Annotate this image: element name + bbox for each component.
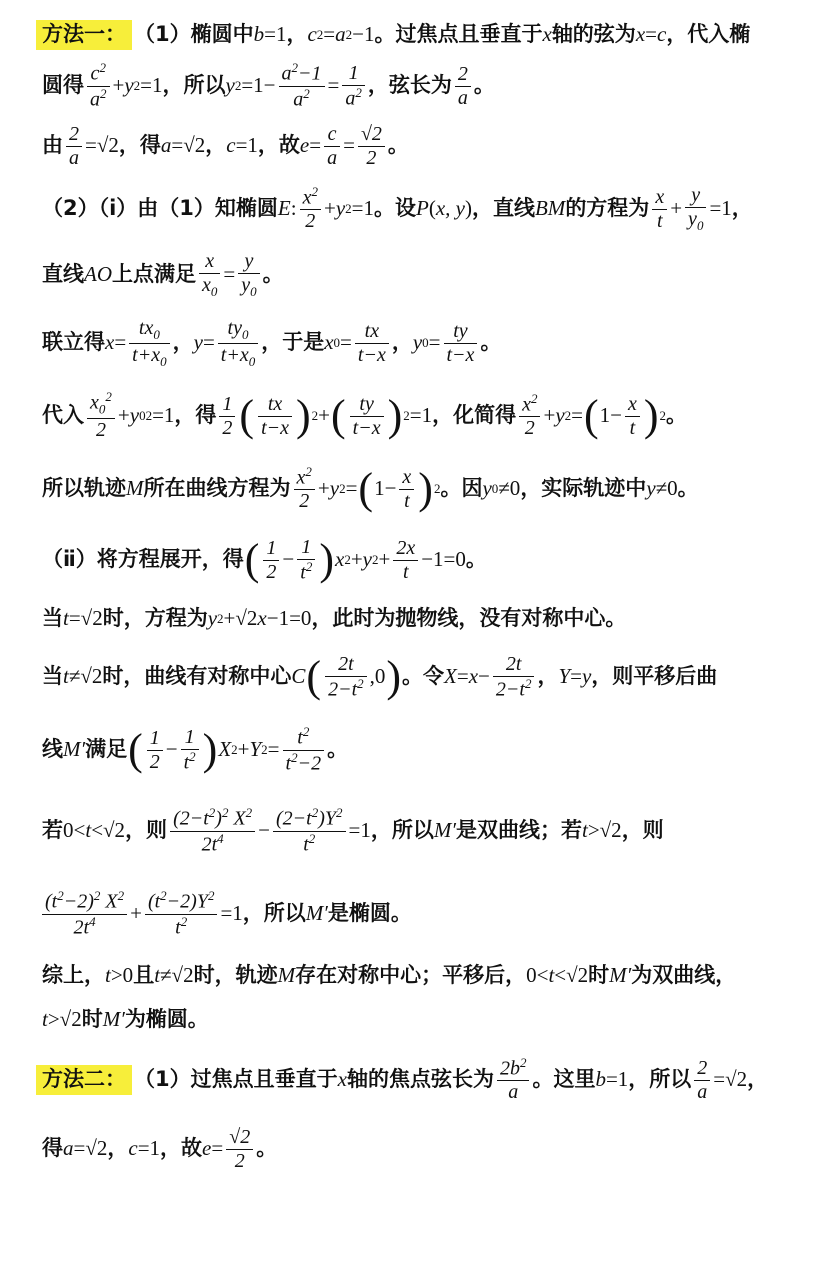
solution-line-13: 若 0< t <√2 ，则 $\frac{(2-t^2)^2 X^2}{2t^4}$ − $\frac{(2-t^2)Y^2}{t^2}$ =1 ，所以 M′ 是双曲线；若 t >√2 ，则 bbox=[42, 804, 664, 856]
solution-line-1: 方法一： （1）椭圆中 b =1 ， c 2 = a 2 −1 。过焦点且垂直于 x 轴的弦为 x = c ，代入椭 bbox=[42, 14, 805, 56]
solution-line-8: 所以轨迹 M 所在曲线方程为 $\frac{x^2}{2}$ + y 2 = ( 1− $\frac{x}{t}$ ) 2 。因 y 0 ≠0 ，实际轨迹中 y ≠0 。 bbox=[42, 463, 699, 513]
method-label: 方法二： bbox=[36, 1065, 132, 1094]
solution-line-12: 线 M′ 满足 ( $\frac{1}{2}$ − $\frac{1}{t^2}$ ) X 2 + Y 2 = $\frac{t^2}{t^2-2}$ 。 bbox=[42, 723, 349, 775]
solution-line-15: 综上， t >0 且 t ≠√2 时，轨迹 M 存在对称中心；平移后， 0< t <√2 时 M′ 为双曲线， bbox=[42, 963, 737, 988]
method-label: 方法一： bbox=[36, 20, 132, 49]
solution-line-9: （ⅱ）将方程展开，得 ( $\frac{1}{2}$ − $\frac{1}{t^2}$ ) x 2 + y 2 + $\frac{2x}{t}$ −1=0 。 bbox=[42, 535, 487, 584]
solution-line-2: 圆得 $\frac{c^2}{a^2}$ + y 2 =1 ，所以 y 2 =1− $\frac{a^2-1}{a^2}$ = $\frac{1}{a^2}$ ，弦长为 $\frac{2}{a}$ 。 bbox=[42, 59, 495, 111]
solution-line-4: （2）（ⅰ）由（1）知椭圆 E : $\frac{x^2}{2}$ + y 2 =1 。设 P ( x, y ) ，直线 BM 的方程为 $\frac{x}{t}$ + $\frac{y}{y_0}$ =1 ， bbox=[42, 183, 753, 234]
solution-content bbox=[42, 14, 805, 1180]
solution-line-5: 直线 AO 上点满足 $\frac{x}{x_0}$ = $\frac{y}{y_0}$ 。 bbox=[42, 250, 284, 300]
solution-line-18: 得 a =√2 ， c =1 ，故 e = $\frac{√2}{2}$ 。 bbox=[42, 1125, 278, 1172]
solution-line-11: 当 t ≠√2 时，曲线有对称中心 C ( $\frac{2t}{2-t^2}$ ,0 ) 。令 X = x − $\frac{2t}{2-t^2}$ ， Y = y ，则平移后曲 bbox=[42, 652, 718, 701]
solution-line-7: 代入 $\frac{x_0^2}{2}$ + y 0 2 =1 ，得 $\frac{1}{2}$ ( $\frac{tx}{t-x}$ ) 2 + ( $\frac{ty}{t-x}$ ) 2 =1 ，化简得 $\frac{x^2}{2}$ + y 2 = ( 1− $\frac{x}{t}$ ) 2 。 bbox=[42, 389, 688, 441]
solution-line-3: 由 $\frac{2}{a}$ =√2 ，得 a =√2 ， c =1 ，故 e = $\frac{c}{a}$ = $\frac{√2}{2}$ 。 bbox=[42, 122, 409, 169]
solution-line-6: 联立得 x = $\frac{tx_0}{t+x_0}$ ， y = $\frac{ty_0}{t+x_0}$ ，于是 x 0 = $\frac{tx}{t-x}$ ， y 0 = $\frac{ty}{t-x}$ 。 bbox=[42, 316, 502, 369]
solution-line-16: t >√2 时 M′ 为椭圆。 bbox=[42, 1007, 209, 1032]
solution-line-17: 方法二： （1）过焦点且垂直于 x 轴的焦点弦长为 $\frac{2b^2}{a}$ 。这里 b =1 ，所以 $\frac{2}{a}$ =√2 ， bbox=[42, 1042, 805, 1118]
solution-line-10: 当 t =√2 时，方程为 y 2 +√2 x −1=0 ，此时为抛物线，没有对称中心。 bbox=[42, 606, 627, 631]
solution-line-14: $\frac{(t^2-2)^2 X^2}{2t^4}$ + $\frac{(t^2-2)Y^2}{t^2}$ =1 ，所以 M′ 是椭圆。 bbox=[42, 874, 805, 954]
